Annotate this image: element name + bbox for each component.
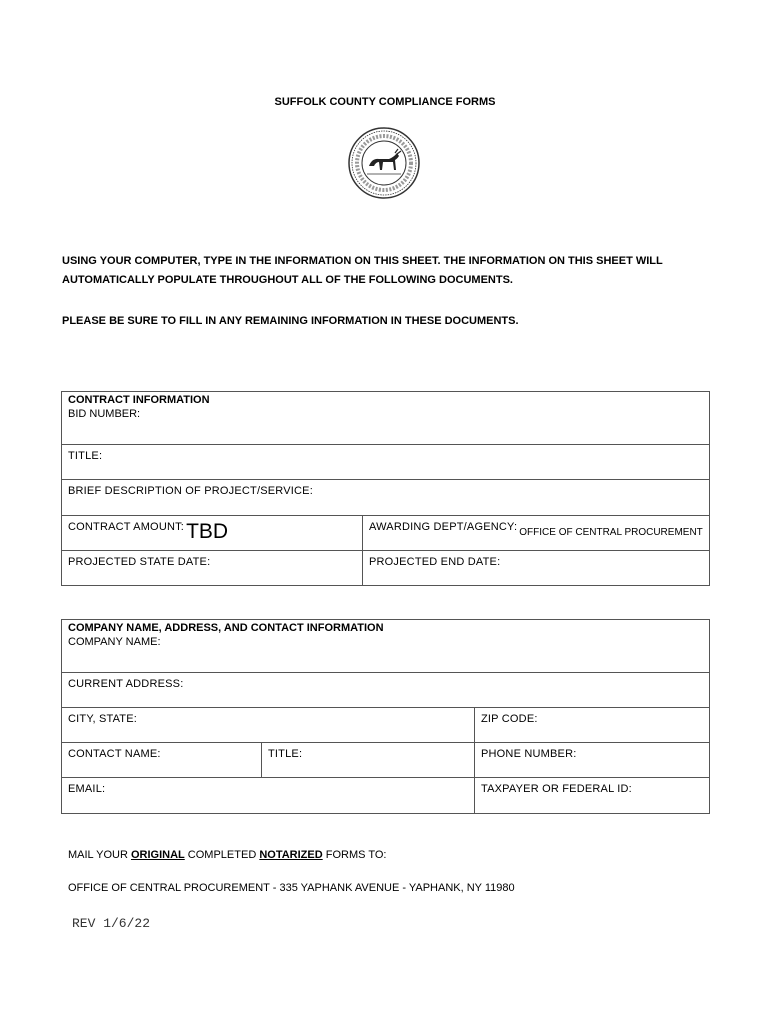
original-emphasis: ORIGINAL bbox=[130, 849, 185, 861]
contact-name-label: CONTACT NAME: bbox=[68, 748, 161, 760]
title-label: TITLE: bbox=[68, 450, 103, 462]
awarding-dept-field[interactable] bbox=[363, 516, 710, 551]
revision-label: REV 1/6/22 bbox=[72, 916, 151, 931]
contract-amount-field[interactable] bbox=[62, 516, 363, 551]
start-date-field[interactable] bbox=[62, 551, 363, 586]
contract-info-table bbox=[61, 391, 710, 586]
phone-number-field[interactable] bbox=[475, 743, 710, 778]
start-date-label: PROJECTED STATE DATE: bbox=[68, 556, 211, 568]
contact-name-field[interactable] bbox=[62, 743, 262, 778]
zip-code-label: ZIP CODE: bbox=[481, 713, 538, 725]
notarized-emphasis: NOTARIZED bbox=[259, 849, 323, 861]
contact-title-label: TITLE: bbox=[268, 748, 303, 760]
bid-number-label: BID NUMBER: bbox=[68, 408, 141, 420]
phone-number-label: PHONE NUMBER: bbox=[481, 748, 577, 760]
address-label: CURRENT ADDRESS: bbox=[68, 678, 184, 690]
bid-number-field[interactable] bbox=[62, 392, 710, 445]
contact-title-field[interactable] bbox=[262, 743, 475, 778]
taxpayer-id-label: TAXPAYER OR FEDERAL ID: bbox=[481, 783, 632, 795]
description-field[interactable] bbox=[62, 480, 710, 516]
awarding-dept-label: AWARDING DEPT/AGENCY: bbox=[369, 521, 518, 533]
instruction-text: USING YOUR COMPUTER, TYPE IN THE INFORMATION ON THIS SHEET. THE INFORMATION ON THIS SHEET WILL AUTOMATICALLY POPULATE THROUGHOUT ALL OF THE FOLLOWING DOCUMENTS. bbox=[62, 255, 663, 286]
email-label: EMAIL: bbox=[68, 783, 106, 795]
contract-amount-value[interactable]: TBD bbox=[186, 520, 229, 543]
email-field[interactable] bbox=[62, 778, 475, 814]
company-name-field[interactable] bbox=[62, 620, 710, 673]
page-title: SUFFOLK COUNTY COMPLIANCE FORMS bbox=[274, 96, 496, 108]
contract-amount-label: CONTRACT AMOUNT: bbox=[68, 521, 185, 533]
taxpayer-id-field[interactable] bbox=[475, 778, 710, 814]
address-field[interactable] bbox=[62, 673, 710, 708]
awarding-dept-value[interactable]: OFFICE OF CENTRAL PROCUREMENT bbox=[519, 527, 703, 538]
city-state-field[interactable] bbox=[62, 708, 475, 743]
end-date-label: PROJECTED END DATE: bbox=[369, 556, 501, 568]
instruction-reminder: PLEASE BE SURE TO FILL IN ANY REMAINING INFORMATION IN THESE DOCUMENTS. bbox=[62, 315, 519, 327]
title-field[interactable] bbox=[62, 445, 710, 480]
company-name-label: COMPANY NAME: bbox=[68, 636, 161, 648]
zip-code-field[interactable] bbox=[475, 708, 710, 743]
county-seal-icon bbox=[347, 126, 421, 200]
mailing-address: OFFICE OF CENTRAL PROCUREMENT - 335 YAPHANK AVENUE - YAPHANK, NY 11980 bbox=[68, 882, 515, 894]
mail-instruction: MAIL YOUR ORIGINAL COMPLETED NOTARIZED FORMS TO: bbox=[68, 849, 387, 861]
description-label: BRIEF DESCRIPTION OF PROJECT/SERVICE: bbox=[68, 485, 313, 497]
city-state-label: CITY, STATE: bbox=[68, 713, 138, 725]
contract-section-heading: CONTRACT INFORMATION bbox=[68, 394, 210, 406]
company-info-table bbox=[61, 619, 710, 814]
end-date-field[interactable] bbox=[363, 551, 710, 586]
company-section-heading: COMPANY NAME, ADDRESS, AND CONTACT INFORMATION bbox=[68, 622, 384, 634]
